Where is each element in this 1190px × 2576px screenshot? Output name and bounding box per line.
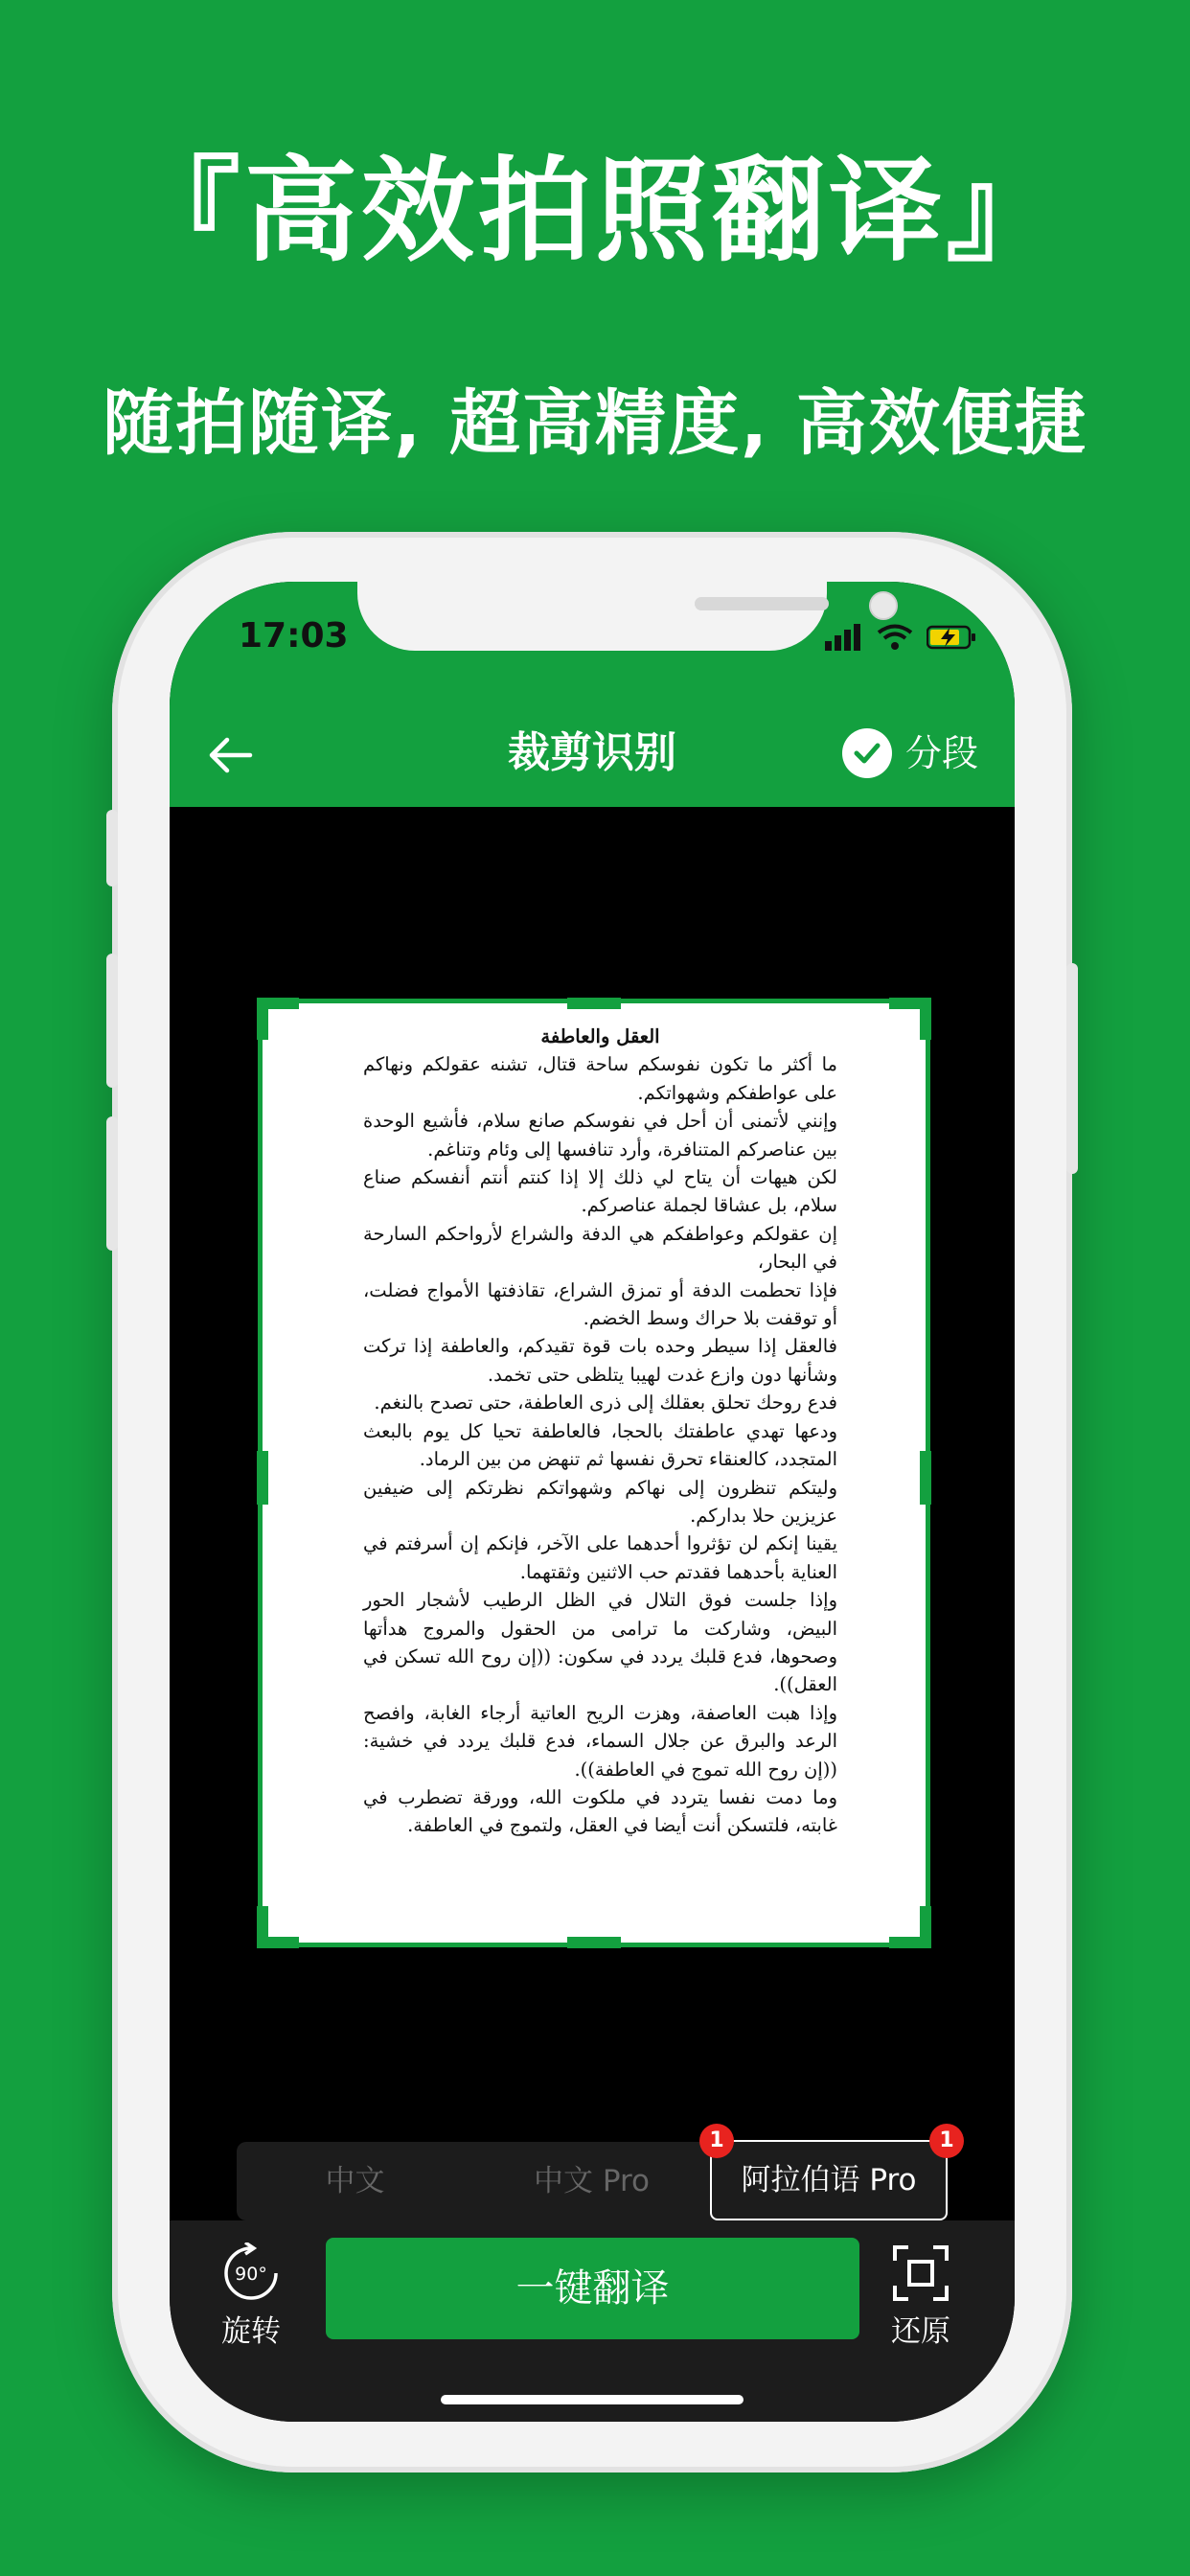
crop-handle-bottom-left-v[interactable]: [257, 1906, 268, 1948]
crop-canvas[interactable]: [170, 807, 1015, 2198]
bottom-toolbar: [170, 2220, 1015, 2422]
promo-headline: 『高效拍照翻译』: [126, 145, 1063, 277]
document-paragraph: وليتكم تنظرون إلى نهاكم وشهواتكم نظرتكم إلى ضيفين عزيزين حلا بداركم.: [363, 1476, 837, 1527]
crop-handle-right-mid[interactable]: [920, 1451, 931, 1505]
document-paragraph: لكن هيهات أن يتاح لي ذلك إلا إذا كنتم أنتم أنفسكم صناع سلام، بل عشاقا لجملة عناصركم.: [363, 1166, 837, 1217]
phone-power-button: [1066, 963, 1078, 1174]
restore-crop-icon: [893, 2245, 949, 2301]
document-paragraph: فالعقل إذا سيطر وحده بات قوة تقيدكم، والعاطفة إذا تركت وشأنها دون وازع غدت لهيبا يتلظى حتى تخمد.: [363, 1335, 837, 1386]
front-camera: [869, 591, 898, 620]
check-circle-icon: [842, 728, 892, 778]
document-paragraph: يقينا إنكم لن تؤثروا أحدهما على الآخر، فإنكم إن أسرفتم في العناية بأحدهما فقدتم حب الاثنين وثقتهما.: [363, 1532, 837, 1583]
rotate-button[interactable]: [194, 2240, 309, 2350]
language-tab[interactable]: 中文 Pro: [533, 2164, 651, 2198]
document-paragraph: فإذا تحطمت الدفة أو تمزق الشراع، تقاذفتها الأمواج فضلت، أو توقفت بلا حراك وسط الخضم.: [363, 1278, 837, 1330]
crop-handle-top-left-v[interactable]: [257, 998, 268, 1040]
signal-icon: [825, 624, 863, 651]
document-paragraph: وإنني لأتمنى أن أحل في نفوسكم صانع سلام، فأشيع الوحدة بين عناصركم المتنافرة، وأرد تنافسها إلى وئام وتناغم.: [363, 1110, 837, 1161]
crop-handle-top-right-v[interactable]: [920, 998, 931, 1040]
nav-bar: [170, 702, 1015, 807]
document-paragraph: ودعها تهدي عاطفتك بالحجا، فالعاطفة تحيا كل يوم بالبعث المتجدد، كالعنقاء تحرق نفسها ثم تنهض من بين الرماد.: [363, 1419, 837, 1471]
restore-label: 还原: [891, 2314, 950, 2349]
phone-side-button: [106, 810, 118, 886]
segment-label: 分段: [904, 732, 978, 774]
badge-language-left: 1: [699, 2124, 734, 2158]
page-title: 裁剪识别: [508, 728, 676, 777]
crop-handle-bottom-right-v[interactable]: [920, 1906, 931, 1948]
crop-handle-left-mid[interactable]: [257, 1451, 268, 1505]
document-paragraph: إن عقولكم وعواطفكم هي الدفة والشراع لأرواحكم السارحة في البحار،: [363, 1222, 837, 1274]
document-paragraph: فدع روحك تحلق بعقلك إلى ذرى العاطفة، حتى تصدح بالنغم.: [374, 1392, 837, 1414]
phone-frame: [112, 532, 1072, 2472]
earpiece: [695, 597, 829, 610]
document-paragraph: ما أكثر ما تكون نفوسكم ساحة قتال، تشنه عقولكم ونهاكم على عواطفكم وشهواتكم.: [363, 1053, 837, 1104]
language-tab[interactable]: 阿拉伯语 Pro: [710, 2140, 948, 2220]
rotate-90-icon: [220, 2242, 282, 2304]
phone-screen: [170, 582, 1015, 2422]
language-tab[interactable]: 中文: [325, 2164, 385, 2198]
crop-handle-bottom-mid[interactable]: [567, 1937, 621, 1948]
rotate-label: 旋转: [221, 2314, 281, 2349]
document-paragraph: وإذا جلست فوق التلال في الظل الرطيب لأشجار الحور البيض، وشاركت ما ترامى من الحقول والمروج هدأتها وصحوها، فدع قلبك يردد في سكون: ((إن روح الله تسكن في العقل)).: [363, 1589, 837, 1696]
phone-volume-down: [106, 1116, 118, 1251]
status-time: 17:03: [239, 616, 349, 656]
document-title: العقل والعاطفة: [540, 1025, 660, 1047]
document-paragraph: وإذا هبت العاصفة، وهزت الريح العاتية أرجاء الغابة، وافصح الرعد والبرق عن جلال السماء، فدع قلبك يردد في خشية: ((إن روح الله تموج في العاطفة)).: [363, 1701, 837, 1781]
segment-toggle[interactable]: [842, 724, 978, 782]
home-indicator: [441, 2395, 744, 2404]
document-text: [363, 1023, 837, 1840]
promo-subline: 随拍随译, 超高精度, 高效便捷: [103, 382, 1087, 465]
crop-frame[interactable]: [258, 999, 930, 1947]
badge-language-right: 1: [929, 2124, 964, 2158]
document-paragraph: وما دمت نفسا يتردد في ملكوت الله، وورقة تضطرب في غابته، فلتسكن أنت أيضا في العقل، ولتموج في العاطفة.: [363, 1785, 837, 1837]
notch: [357, 582, 827, 651]
battery-charging-icon: [927, 624, 976, 651]
restore-button[interactable]: [863, 2240, 978, 2350]
wifi-icon: [877, 624, 913, 651]
phone-volume-up: [106, 954, 118, 1088]
translate-button[interactable]: 一键翻译: [326, 2238, 859, 2339]
language-selector: [237, 2142, 948, 2220]
crop-handle-top-mid[interactable]: [567, 998, 621, 1009]
rotate-icon-text: 90°: [235, 2264, 267, 2285]
